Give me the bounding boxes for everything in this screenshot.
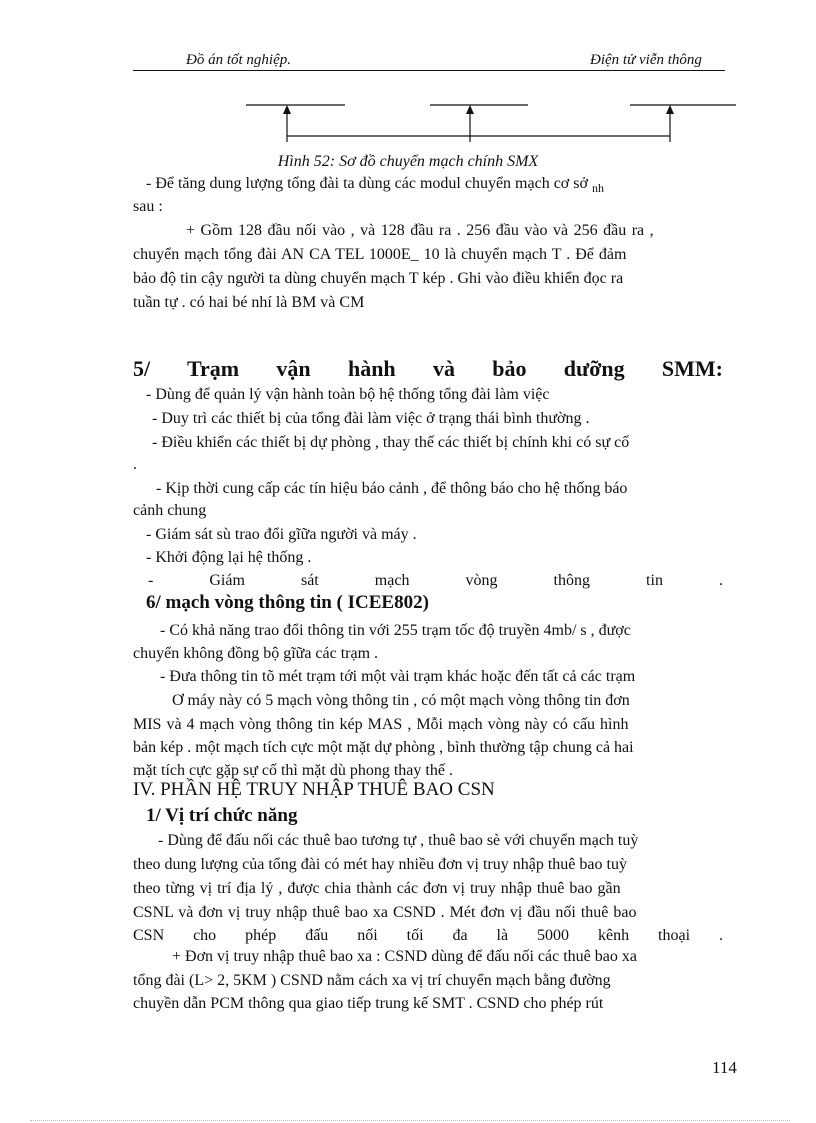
figure-diagram [240, 96, 740, 156]
paragraph-line: - Dùng để đấu nối các thuê bao tương tự , thuê bao sè với chuyển mạch tuỳ [158, 832, 639, 849]
section-6-heading: 6/ mạch vòng thông tin ( ICEE802) [146, 592, 429, 613]
section-5-heading: 5/ Trạm vận hành và bảo dưỡng SMM: [133, 356, 723, 381]
paragraph-line: theo từng vị trí địa lý , được chia thành các đơn vị truy nhập thuê bao gần [133, 880, 621, 897]
paragraph-line: tuần tự . có hai bé nhí là BM và CM [133, 294, 365, 311]
paragraph-line: MIS và 4 mạch vòng thông tin kép MAS , Mỗi mạch vòng này có cấu hình [133, 716, 629, 733]
paragraph-line: theo dung lượng của tổng đài có mét hay nhiều đơn vị truy nhập thuê bao tuỳ [133, 856, 627, 873]
list-item: - Giám sát sù trao đổi gĩữa người và máy . [146, 526, 417, 543]
list-item: - Duy trì các thiết bị của tổng đài làm việc ở trạng thái bình thường . [152, 410, 590, 427]
paragraph-line: mặt tích cực gặp sự cố thì mặt dù phong thay thế . [133, 762, 453, 779]
paragraph-line: - Để tăng dung lượng tổng đài ta dùng các modul chuyển mạch cơ sở $_{nh}$ [146, 175, 604, 195]
subscript-note: nh [591, 181, 604, 195]
footer-rule [30, 1120, 790, 1121]
paragraph-line: chuyền dẫn PCM thông qua giao tiếp trung kế SMT . CSND cho phép rút [133, 995, 604, 1012]
paragraph-line: + Đơn vị truy nhập thuê bao xa : CSND dùng để đấu nối các thuê bao xa [172, 948, 637, 965]
paragraph-line: - Đưa thông tin tõ mét trạm tới một vài trạm khác hoặc đến tất cả các trạm [160, 668, 636, 685]
page-number: 114 [712, 1058, 737, 1077]
list-item: - Dùng để quản lý vận hành toàn bộ hệ thống tổng đài làm việc [146, 386, 550, 403]
paragraph-line: CSN cho phép đấu nối tối đa là 5000 kênh thoại . [133, 927, 723, 944]
paragraph-line: chuyển mạch tổng đài AN CA TEL 1000E_ 10 là chuyển mạch T . Để đảm [133, 246, 627, 263]
paragraph-line: sau : [133, 198, 163, 215]
header-right-title: Điện tử viễn thông [590, 52, 702, 68]
list-item: - Giám sát mạch vòng thông tin . [148, 572, 723, 589]
paragraph-line: bảo độ tin cậy người ta dùng chuyển mạch T kép . Ghi vào điều khiển đọc ra [133, 270, 624, 287]
subsection-1-heading: 1/ Vị trí chức năng [146, 805, 298, 826]
list-item: - Kịp thời cung cấp các tín hiệu báo cảnh , để thông báo cho hệ thống báo [156, 480, 628, 497]
paragraph-line: bản kép . một mạch tích cực một mặt dự phòng , bình thường tập chung cả hai [133, 739, 634, 756]
list-item: - Khởi động lại hệ thống . [146, 549, 312, 566]
paragraph-line: - Có khả năng trao đổi thông tin với 255 trạm tốc độ truyền 4mb/ s , được [160, 622, 631, 639]
paragraph-line: chuyển không đồng bộ gĩữa các trạm . [133, 645, 379, 662]
header-left-title: Đồ án tốt nghiệp. [186, 52, 291, 68]
paragraph-line: CSNL và đơn vị truy nhập thuê bao xa CSND . Mét đơn vị đầu nối thuê bao [133, 904, 637, 921]
figure-caption: Hình 52: Sơ đồ chuyển mạch chính SMX [277, 153, 539, 170]
list-item: - Điều khiển các thiết bị dự phòng , thay thế các thiết bị chính khi có sự cố [152, 434, 630, 451]
list-item: cảnh chung [133, 502, 207, 519]
section-iv-heading: IV. PHẦN HỆ TRUY NHẬP THUÊ BAO CSN [133, 779, 495, 800]
paragraph-line: + Gồm 128 đầu nối vào , và 128 đầu ra . 256 đầu vào và 256 đầu ra , [186, 222, 654, 239]
list-item: . [133, 456, 137, 473]
paragraph-line: Ơ máy này có 5 mạch vòng thông tin , có một mạch vòng thông tin đơn [172, 692, 630, 709]
paragraph-line: tổng đài (L> 2, 5KM ) CSND nằm cách xa vị trí chuyển mạch bằng đường [133, 972, 611, 989]
header-rule [133, 70, 725, 71]
